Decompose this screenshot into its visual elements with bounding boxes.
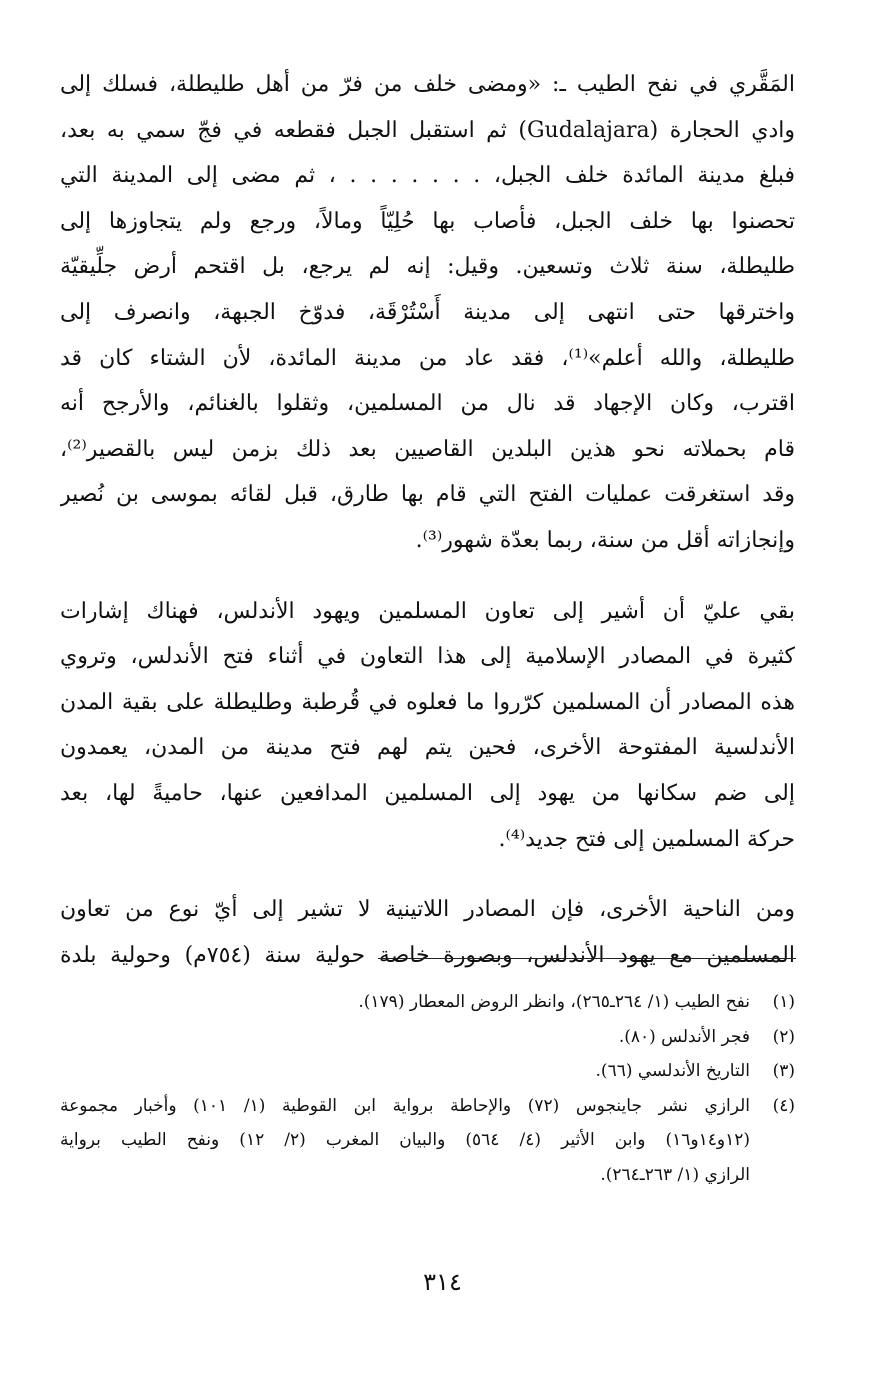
footnote-1 [60,985,795,1020]
text-line: قام بحملاته نحو هذين البلدين القاصيين بعد ذلك بزمن ليس بالقصير⁽²⁾، [60,436,795,462]
footnote-4 [60,1089,795,1193]
footnote-number: (١) [772,992,795,1012]
text-line: هذه المصادر أن المسلمين كرّروا ما فعلوه في قُرطبة وطليطلة على بقية المدن [60,689,795,715]
footnote-divider [378,958,796,959]
footnote-text: الرازي (١/ ٢٦٣ـ٢٦٤). [600,1164,750,1185]
text-line: وقد استغرقت عمليات الفتح التي قام بها طارق، قبل لقائه بموسى بن نُصير [60,482,795,508]
text-line: وإنجازاته أقل من سنة، ربما بعدّة شهور⁽³⁾. [415,527,795,553]
paragraph-1 [60,62,795,564]
footnotes [60,985,795,1192]
text-line: فبلغ مدينة المائدة خلف الجبل، . . . . . . . ، ثم مضى إلى المدينة التي [60,163,795,189]
footnote-3 [60,1054,795,1089]
footnote-number: (٤) [772,1095,795,1116]
footnote-number: (٢) [772,1026,795,1047]
text-line: طليطلة، سنة ثلاث وتسعين. وقيل: إنه لم يرجع، بل اقتحم أرض جلِّيقيّة [60,254,795,280]
text-line: اقترب، وكان الإجهاد قد نال من المسلمين، وثقلوا بالغنائم، والأرجح أنه [60,391,795,417]
text-line: الأندلسية المفتوحة الأخرى، فحين يتم لهم فتح مدينة من المدن، يعمدون [60,735,795,761]
text-line: المسلمين مع يهود الأندلس، وبصورة خاصة حولية سنة (٧٥٤م) وحولية بلدة [60,942,795,968]
text-line: وادي الحجارة (Gudalajara) ثم استقبل الجبل فقطعه في فجّ سمي به بعد، [60,117,795,143]
text-line: المَقَّري في نفح الطيب ـ: «ومضى خلف من فرّ من أهل طليطلة، فسلك إلى [60,72,795,97]
text-line: حركة المسلمين إلى فتح جديد⁽⁴⁾. [498,826,795,852]
footnote-text: التاريخ الأندلسي (٦٦). [595,1061,750,1081]
footnote-2 [60,1020,795,1055]
footnote-number: (٣) [772,1061,795,1081]
paragraph-3 [60,887,795,978]
text-line: طليطلة، والله أعلم»⁽¹⁾، فقد عاد من مدينة المائدة، لأن الشتاء كان قد [60,345,795,371]
footnote-text: (١٢و١٤و١٦) وابن الأثير (٤/ ٥٦٤) والبيان المغرب (٢/ ١٢) ونفح الطيب برواية [60,1130,750,1150]
footnote-text: نفح الطيب (١/ ٢٦٤ـ٢٦٥)، وانظر الروض المعطار (١٧٩). [358,992,750,1012]
text-line: تحصنوا بها خلف الجبل، فأصاب بها حُلِيّاً ومالاً، ورجع ولم يتجاوزها إلى [60,208,795,234]
text-line: بقي عليّ أن أشير إلى تعاون المسلمين ويهود الأندلس، فهناك إشارات [60,598,795,624]
text-line: كثيرة في المصادر الإسلامية إلى هذا التعاون في أثناء فتح الأندلس، وتروي [60,644,795,670]
footnote-text: فجر الأندلس (٨٠). [618,1026,750,1047]
main-text [60,62,795,978]
page-number: ٣١٤ [423,1268,462,1296]
text-line: ومن الناحية الأخرى، فإن المصادر اللاتينية لا تشير إلى أيّ نوع من تعاون [60,897,795,923]
text-line: واخترقها حتى انتهى إلى مدينة أَسْتُرْقَة، فدوّخ الجبهة، وانصرف إلى [60,299,795,325]
text-line: إلى ضم سكانها من يهود إلى المسلمين المدافعين عنها، حاميةً لها، بعد [60,780,795,806]
footnote-text: الرازي نشر جاينجوس (٧٢) والإحاطة برواية ابن القوطية (١/ ١٠١) وأخبار مجموعة [60,1095,751,1116]
paragraph-2 [60,589,795,863]
